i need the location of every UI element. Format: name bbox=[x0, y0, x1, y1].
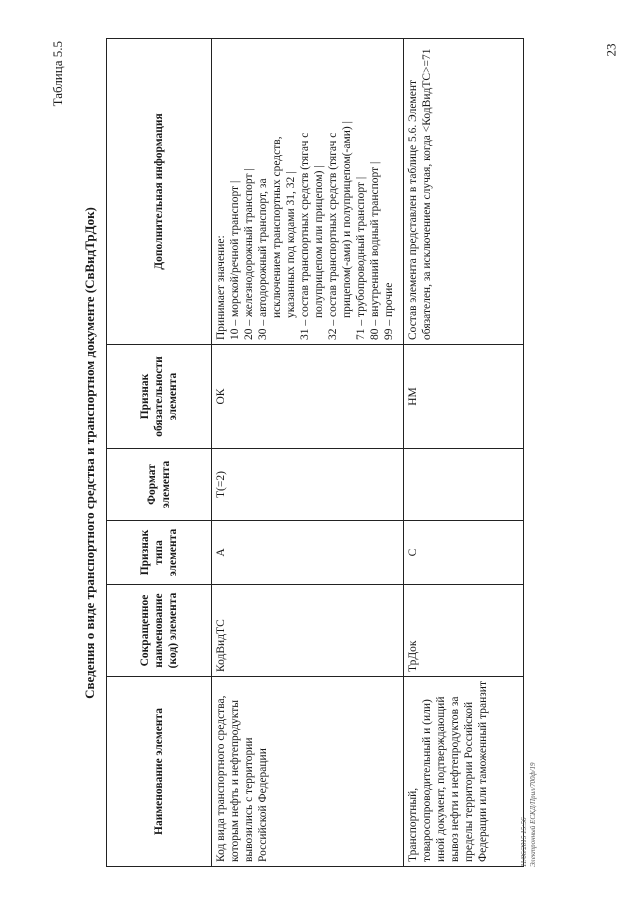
value-item: 20 – железнодорожный транспорт | bbox=[243, 167, 256, 340]
footer-line: Электронный ЕСКД/Прил/700ф/19 bbox=[529, 761, 538, 867]
cell-format bbox=[404, 448, 524, 520]
value-item: 10 – морской/речной транспорт | bbox=[229, 180, 242, 340]
header-info: Дополнительная информация bbox=[107, 38, 212, 344]
document-footer bbox=[520, 762, 538, 867]
cell-format: T(=2) bbox=[212, 448, 404, 520]
cell-name: Транспортный, товаросопроводительный и (или) иной документ, подтверждающий вывоз нефти и нефтепродуктов за пределы территории Российской Федерации или таможенный транзит bbox=[404, 676, 524, 866]
cell-type: А bbox=[212, 520, 404, 584]
footer-line: 11/06/2015 15:56 bbox=[520, 817, 528, 867]
cell-code: КодВидТС bbox=[212, 584, 404, 676]
header-required: Признак обязательности элемента bbox=[107, 344, 212, 448]
table-caption: Таблица 5.5 bbox=[50, 40, 65, 106]
header-type: Признак типа элемента bbox=[107, 520, 212, 584]
value-item: 32 – состав транспортных средств (тягач с bbox=[327, 132, 340, 340]
value-item: полуприцепом или прицепом) | bbox=[313, 164, 326, 318]
value-item: 80 – внутренний водный транспорт | bbox=[369, 161, 382, 340]
table-row bbox=[212, 38, 404, 866]
table-title: Сведения о виде транспортного средства и транспортном документе (СвВидТрДок) bbox=[82, 206, 97, 699]
table-header-row bbox=[107, 38, 212, 866]
value-item: 71 – трубопроводный транспорт | bbox=[355, 176, 368, 340]
table-row bbox=[404, 38, 524, 866]
cell-required: НМ bbox=[404, 344, 524, 448]
elements-table bbox=[106, 38, 524, 867]
value-item: указанных под кодами 31, 32 | bbox=[285, 171, 298, 318]
value-item: 31 – состав транспортных средств (тягач с bbox=[299, 132, 312, 340]
value-item: 99 – прочие bbox=[383, 282, 396, 340]
rotated-table-page bbox=[50, 33, 590, 873]
cell-info: Состав элемента представлен в таблице 5.6. Элемент обязателен, за исключением случая, когда <КодВидТС>=71 bbox=[404, 38, 524, 344]
cell-code: ТрДок bbox=[404, 584, 524, 676]
header-code: Сокращенное наименование (код) элемента bbox=[107, 584, 212, 676]
value-item: исключением транспортных средств, bbox=[271, 135, 284, 318]
value-item: 30 – автодорожный транспорт, за bbox=[257, 177, 270, 340]
page-number: 23 bbox=[603, 43, 619, 57]
cell-info bbox=[212, 38, 404, 344]
cell-required: ОК bbox=[212, 344, 404, 448]
info-intro: Принимает значение: bbox=[215, 234, 227, 340]
header-name: Наименование элемента bbox=[107, 676, 212, 866]
cell-name: Код вида транспортного средства, которым нефть и нефтепродукты вывозились с территории Российской Федерации bbox=[212, 676, 404, 866]
value-list bbox=[228, 43, 396, 340]
cell-type: С bbox=[404, 520, 524, 584]
header-format: Формат элемента bbox=[107, 448, 212, 520]
value-item: прицепом(-ами) и полуприцепом(-ами) | bbox=[341, 120, 354, 318]
